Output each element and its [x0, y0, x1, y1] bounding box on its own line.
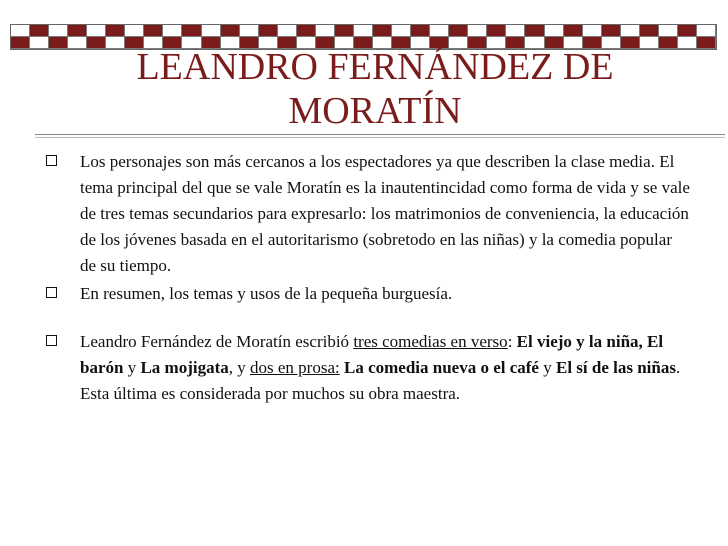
title-divider-shadow — [35, 137, 725, 138]
checker-cell — [449, 25, 468, 37]
play-title: El viejo y la niña, El barón — [80, 332, 664, 377]
text-segment: y — [538, 358, 556, 377]
text-segment: Leandro Fernández de Moratín escribió — [80, 332, 354, 351]
checker-cell — [602, 25, 621, 37]
checker-cell — [640, 25, 659, 37]
checker-cell — [335, 25, 354, 37]
bullet-text: En resumen, los temas y usos de la pequeña burguesía. — [80, 284, 453, 303]
checker-cell — [430, 25, 449, 37]
checker-cell — [259, 25, 278, 37]
checker-cell — [506, 25, 525, 37]
underlined-text: tres comedias en verso — [353, 332, 508, 351]
checker-cell — [678, 25, 697, 37]
checker-cell — [564, 25, 583, 37]
checker-cell — [659, 25, 678, 37]
checker-cell — [316, 25, 335, 37]
bullet-text: Los personajes son más cercanos a los espectadores ya que describen la clase media. El tema principal del que se vale Moratín es la inautentincidad como forma de vida y se vale de tres temas secundarios para expresarlo: los matrimonios de conveniencia, la educación de los jóvenes basada en el autoritarismo (sobretodo en las niñas) y la comedia popular de su tiempo. — [80, 152, 690, 275]
text-segment: , y — [228, 358, 251, 377]
text-segment: . Esta última es considerada por muchos su obra maestra. — [80, 358, 681, 403]
slide-body — [42, 149, 692, 407]
checker-cell — [125, 25, 144, 37]
checker-cell — [30, 37, 49, 49]
checker-cell — [49, 37, 68, 49]
checker-cell — [163, 25, 182, 37]
underlined-text: dos en prosa: — [250, 358, 340, 377]
checker-cell — [525, 25, 544, 37]
checker-cell — [11, 25, 30, 37]
checker-cell — [11, 37, 30, 49]
checker-cell — [68, 25, 87, 37]
bullet-item — [42, 149, 692, 279]
top-decoration — [0, 12, 728, 40]
play-title: La comedia nueva o el café — [343, 358, 539, 377]
checker-cell — [221, 25, 240, 37]
square-bullet-icon — [46, 287, 57, 298]
slide-title: LEANDRO FERNÁNDEZ DE MORATÍN — [136, 46, 614, 132]
square-bullet-icon — [46, 155, 57, 166]
text-segment: y — [123, 358, 141, 377]
checker-cell — [144, 25, 163, 37]
checker-cell — [106, 25, 125, 37]
bullet-item — [42, 281, 692, 307]
checker-cell — [545, 25, 564, 37]
checker-cell — [468, 25, 487, 37]
checker-cell — [182, 25, 201, 37]
checker-cell — [297, 25, 316, 37]
checker-cell — [411, 25, 430, 37]
checker-cell — [392, 25, 411, 37]
checker-cell — [697, 25, 716, 37]
checker-cell — [30, 25, 49, 37]
play-title: La mojigata — [140, 358, 229, 377]
checker-cell — [487, 25, 506, 37]
checker-cell — [621, 25, 640, 37]
checker-cell — [278, 25, 297, 37]
checker-cell — [373, 25, 392, 37]
checker-cell — [583, 25, 602, 37]
checker-cell — [678, 37, 697, 49]
bullet-text — [80, 332, 680, 403]
text-segment: : — [507, 332, 517, 351]
checker-cell — [87, 25, 106, 37]
play-title: El sí de las niñas — [555, 358, 676, 377]
checker-cell — [49, 25, 68, 37]
checker-cell — [697, 37, 716, 49]
checker-cell — [202, 25, 221, 37]
checker-cell — [240, 25, 259, 37]
checker-cell — [354, 25, 373, 37]
bullet-item — [42, 329, 692, 407]
square-bullet-icon — [46, 335, 57, 346]
title-divider — [35, 134, 725, 135]
